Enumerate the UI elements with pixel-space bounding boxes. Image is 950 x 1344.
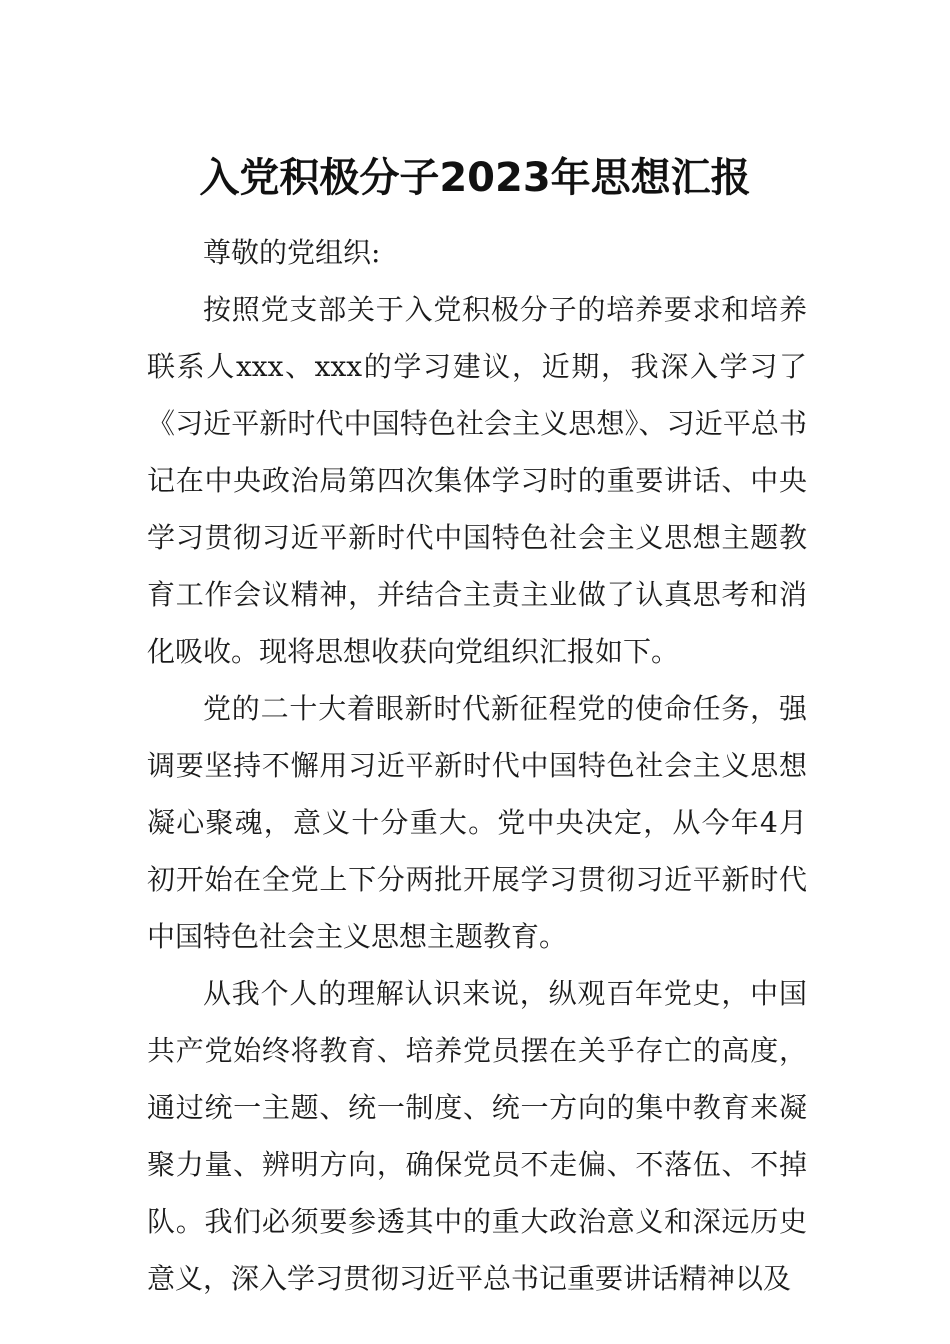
paragraph-3: 从我个人的理解认识来说，纵观百年党史，中国共产党始终将教育、培养党员摆在关乎存亡的高度，通过统一主题、统一制度、统一方向的集中教育来凝聚力量、辨明方向，确保党员不走偏、不落伍、不掉队。我们必须要参透其中的重大政治意义和深远历史意义，深入学习贯彻习近平总书记重要讲话精神以及 xyxy=(147,977,807,1295)
document-body xyxy=(147,224,807,1307)
paragraph-2: 党的二十大着眼新时代新征程党的使命任务，强调要坚持不懈用习近平新时代中国特色社会主义思想凝心聚魂，意义十分重大。党中央决定，从今年4月初开始在全党上下分两批开展学习贯彻习近平新时代中国特色社会主义思想主题教育。 xyxy=(147,692,807,953)
paragraph-1: 按照党支部关于入党积极分子的培养要求和培养联系人xxx、xxx的学习建议，近期，我深入学习了《习近平新时代中国特色社会主义思想》、习近平总书记在中央政治局第四次集体学习时的重要讲话、中央学习贯彻习近平新时代中国特色社会主义思想主题教育工作会议精神，并结合主责主业做了认真思考和消化吸收。现将思想收获向党组织汇报如下。 xyxy=(147,293,807,668)
salutation: 尊敬的党组织: xyxy=(203,236,381,269)
document-title: 入党积极分子2023年思想汇报 xyxy=(199,155,751,201)
